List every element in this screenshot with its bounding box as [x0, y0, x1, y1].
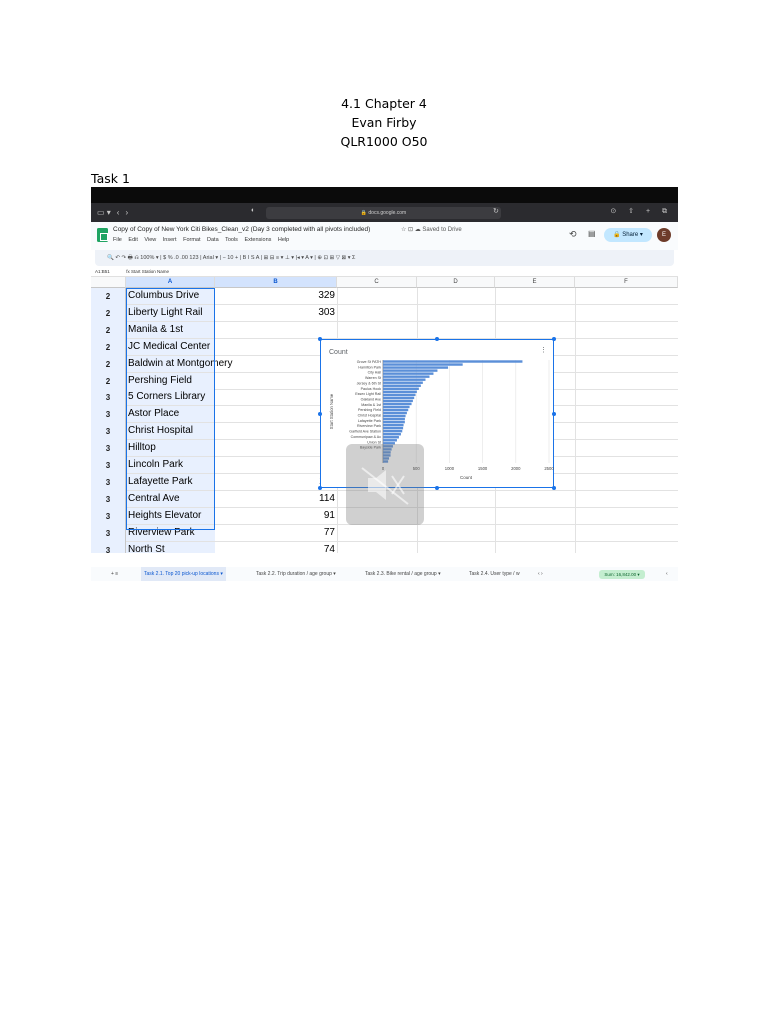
x-tick-label: 1000 [444, 466, 455, 471]
bar [383, 366, 448, 368]
muted-audio-overlay [346, 444, 424, 525]
category-label: Grove St PATH [356, 360, 381, 364]
count-cell[interactable]: 329 [318, 290, 335, 301]
menu-insert[interactable]: Insert [162, 237, 177, 243]
station-cell[interactable]: Baldwin at Montgomery [126, 356, 215, 372]
menu-help[interactable]: Help [277, 237, 290, 243]
station-cell[interactable]: Heights Elevator [126, 508, 215, 524]
count-cell[interactable] [215, 356, 337, 372]
category-label: Oakland Ave [360, 397, 381, 402]
row-number[interactable]: 3 [91, 406, 126, 423]
table-row[interactable] [91, 542, 678, 554]
row-number[interactable]: 3 [91, 508, 126, 525]
formula-content[interactable]: fx Start Station Name [126, 269, 170, 274]
count-cell[interactable] [215, 440, 337, 456]
bar [383, 427, 403, 429]
tab-task-2-2[interactable]: Task 2.2. Trip duration / age group ▾ [256, 571, 336, 577]
document-header [0, 94, 768, 151]
row-number[interactable]: 3 [91, 525, 126, 542]
category-label: Christ Hospital [357, 413, 381, 418]
bar [383, 424, 404, 426]
row-number[interactable]: 3 [91, 491, 126, 508]
sidebar-toggle-icon[interactable]: ▭ ▾ [97, 208, 111, 217]
reload-icon[interactable]: ↻ [493, 208, 499, 215]
tab-task-2-3[interactable]: Task 2.3. Bike rental / age group ▾ [365, 571, 441, 577]
menu-data[interactable]: Data [207, 237, 219, 243]
shield-icon[interactable]: ◐ [251, 207, 256, 214]
bar [383, 403, 412, 405]
column-header-f[interactable]: F [575, 277, 678, 288]
station-cell[interactable]: Lincoln Park [126, 457, 215, 473]
course-line: QLR1000 O50 [340, 134, 428, 149]
station-cell[interactable]: Lafayette Park [126, 474, 215, 490]
count-cell[interactable] [215, 389, 337, 405]
formatting-toolbar[interactable]: 🔍 ↶ ↷ 🖶 ⎌ 100% ▾ | $ % .0 .00 123 | Arial ▾ | − 10 + | B I S A | ⊞ ⊟ ≡ ▾ ⊥ ▾ |◂ ▾ A ▾ | ⊕ ⊡ ⊞ ▽ ⊠ ▾ Σ [95, 250, 674, 266]
x-tick-label: 2500 [544, 466, 554, 471]
menu-format[interactable]: Format [183, 237, 201, 243]
station-cell[interactable]: Christ Hospital [126, 423, 215, 439]
bar [383, 372, 433, 374]
bar [383, 388, 419, 390]
formula-bar [91, 266, 678, 277]
sheets-app-bar [91, 222, 678, 250]
count-cell[interactable]: 91 [323, 509, 335, 521]
count-cell[interactable] [215, 322, 337, 338]
category-label: Hamilton Park [358, 365, 381, 370]
row-number[interactable]: 3 [91, 440, 126, 457]
count-cell[interactable]: 77 [323, 526, 335, 538]
bar [383, 412, 407, 414]
station-cell[interactable]: Riverview Park [126, 525, 215, 541]
forward-icon[interactable]: › [125, 208, 129, 217]
count-cell[interactable] [215, 423, 337, 439]
bar [383, 363, 463, 365]
station-cell[interactable]: North St [126, 542, 215, 554]
x-tick-label: 1500 [477, 466, 488, 471]
bar [383, 436, 399, 438]
row-number[interactable]: 2 [91, 322, 126, 339]
menu-extensions[interactable]: Extensions [244, 237, 272, 243]
row-number[interactable]: 3 [91, 474, 126, 491]
x-tick-label: 500 [412, 466, 420, 471]
cell-reference[interactable]: A1:B51 [95, 269, 110, 274]
category-label: Jersey & 6th St [356, 381, 381, 386]
muted-speaker-icon [346, 444, 424, 525]
bar [383, 394, 416, 396]
x-axis-label: Count [459, 475, 473, 480]
menu-edit[interactable]: Edit [128, 237, 138, 243]
category-label: Warren St [364, 376, 381, 381]
menu-file[interactable]: File [113, 237, 122, 243]
row-number[interactable]: 2 [91, 288, 126, 305]
category-label: Manila & 1st [361, 402, 381, 407]
add-sheet-icon[interactable]: + ≡ [111, 571, 119, 577]
bar [383, 369, 437, 371]
category-label: Riverview Park [357, 424, 381, 429]
station-cell[interactable]: Columbus Drive [126, 288, 215, 304]
sheet-tab-bar [91, 567, 678, 581]
bar [383, 430, 402, 432]
bar [383, 397, 414, 399]
chart-title: Count [329, 349, 348, 356]
count-cell[interactable] [215, 457, 337, 473]
saved-status[interactable]: ☆ ⊡ ☁ Saved to Drive [401, 227, 462, 233]
selection-border [126, 288, 215, 530]
more-options-icon: ⋮ [540, 347, 547, 354]
corner-cell[interactable] [91, 277, 126, 288]
bar [383, 409, 408, 411]
category-label: Lafayette Park [357, 418, 381, 423]
bar [383, 406, 410, 408]
category-label: Union St [367, 440, 381, 445]
count-cell[interactable]: 303 [318, 306, 335, 318]
top-black-bar [91, 187, 678, 203]
column-header-c[interactable]: C [337, 277, 417, 288]
browser-right-icons[interactable]: ⊙ ⇧ + ⧉ [610, 208, 672, 215]
bar [383, 375, 429, 377]
bar [383, 421, 405, 423]
tab-task-2-4[interactable]: Task 2.4. User type / w [469, 571, 520, 577]
column-header-d[interactable]: D [417, 277, 495, 288]
count-cell[interactable]: 74 [323, 543, 335, 553]
column-header-b[interactable]: B [215, 277, 337, 288]
url-bar[interactable]: 🔒 docs.google.com [266, 207, 501, 219]
collapse-icon[interactable]: ‹ [666, 571, 668, 577]
menu-view[interactable]: View [144, 237, 157, 243]
bar [383, 382, 423, 384]
station-cell[interactable]: Pershing Field [126, 373, 215, 389]
row-number[interactable]: 3 [91, 542, 126, 554]
station-cell[interactable]: JC Medical Center [126, 339, 215, 355]
station-cell[interactable]: 5 Corners Library [126, 389, 215, 405]
x-tick-label: 0 [381, 466, 385, 471]
menu-bar [113, 237, 294, 243]
column-header-a[interactable]: A [126, 277, 215, 288]
avatar[interactable]: E [657, 228, 671, 242]
bar [383, 360, 522, 362]
x-tick-label: 2000 [511, 466, 521, 471]
row-number[interactable]: 3 [91, 457, 126, 474]
tab-scroll-arrows[interactable]: ‹ › [538, 571, 543, 577]
row-number[interactable]: 3 [91, 423, 126, 440]
category-label: City Hall [367, 370, 381, 375]
menu-tools[interactable]: Tools [225, 237, 238, 243]
category-label: Bayside Park [359, 445, 381, 450]
sheets-logo-icon[interactable] [97, 228, 108, 242]
category-label: Essex Light Rail [355, 392, 381, 397]
tab-task-2-1[interactable]: Task 2.1. Top 20 pick-up locations ▾ [141, 567, 226, 581]
bar [383, 433, 401, 435]
bar [383, 378, 425, 380]
history-icon[interactable]: ⟲ [569, 229, 577, 239]
station-cell[interactable]: Liberty Light Rail [126, 305, 215, 321]
bar [383, 439, 397, 441]
bar [383, 391, 417, 393]
bar [383, 415, 406, 417]
station-cell[interactable]: Astor Place [126, 406, 215, 422]
row-number[interactable]: 2 [91, 339, 126, 356]
y-axis-label: Start Station Name [329, 393, 334, 430]
station-cell[interactable]: Manila & 1st [126, 322, 215, 338]
bar [383, 400, 413, 402]
share-button[interactable]: 🔒 Share ▾ [604, 228, 652, 242]
station-cell[interactable]: Hilltop [126, 440, 215, 456]
column-header-e[interactable]: E [495, 277, 575, 288]
count-cell[interactable] [215, 339, 337, 355]
count-cell[interactable] [215, 373, 337, 389]
task-label: Task 1 [91, 171, 130, 186]
category-label: Garfield Ave Station [349, 429, 381, 434]
browser-bar [91, 203, 678, 222]
comment-icon[interactable]: ▤ [588, 229, 596, 238]
back-icon[interactable]: ‹ [116, 208, 120, 217]
row-number[interactable]: 2 [91, 356, 126, 373]
category-label: Communipaw & Ac [350, 434, 381, 439]
count-cell[interactable]: 114 [319, 492, 335, 504]
sum-indicator[interactable]: Sum: 16,842.00 ▾ [599, 570, 645, 579]
category-label: Paulus Hook [360, 386, 381, 391]
bar [383, 385, 421, 387]
chapter-line: 4.1 Chapter 4 [341, 96, 427, 111]
bar [383, 418, 405, 420]
category-label: Pershing Field [358, 408, 381, 413]
document-title[interactable]: Copy of Copy of New York Citi Bikes_Clean_v2 (Day 3 completed with all pivots included) [113, 226, 371, 233]
row-number[interactable]: 2 [91, 373, 126, 390]
row-number[interactable]: 2 [91, 305, 126, 322]
author-line: Evan Firby [351, 115, 417, 130]
station-cell[interactable]: Central Ave [126, 491, 215, 507]
row-number[interactable]: 3 [91, 389, 126, 406]
